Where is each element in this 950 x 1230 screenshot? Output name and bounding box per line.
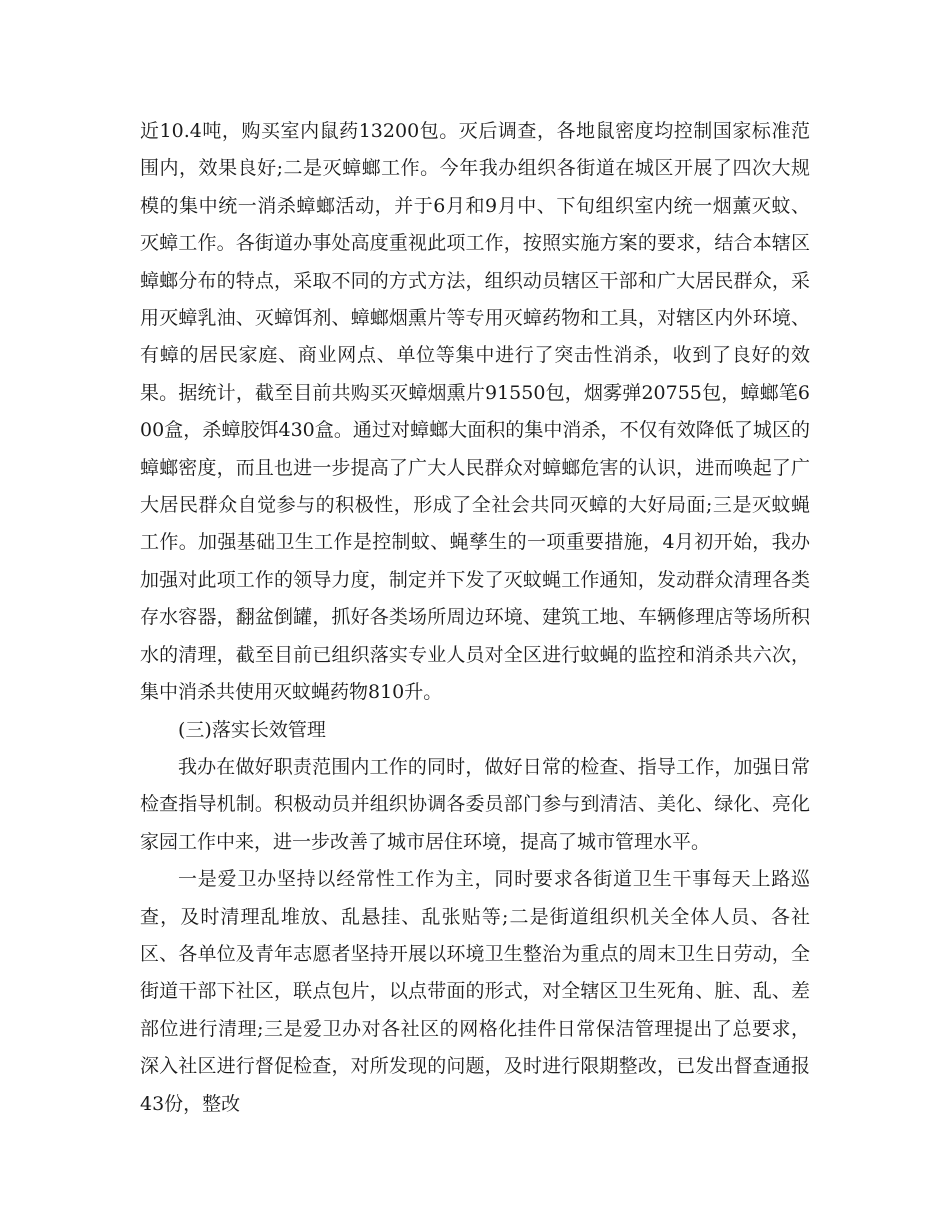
paragraph-daily-inspection: 我办在做好职责范围内工作的同时，做好日常的检查、指导工作，加强日常检查指导机制。积极动员并组织协调各委员部门参与到清洁、美化、绿化、亮化家园工作中来，进一步改善了城市居住环境，提高了城市管理水平。	[140, 755, 810, 853]
section-heading: (三)落实长效管理	[178, 718, 326, 741]
document-body	[140, 113, 810, 1123]
paragraph-measures: 一是爱卫办坚持以经常性工作为主，同时要求各街道卫生干事每天上路巡查，及时清理乱堆放、乱悬挂、乱张贴等;二是街道组织机关全体人员、各社区、各单位及青年志愿者坚持开展以环境卫生整治为重点的周末卫生日劳动，全街道干部下社区，联点包片，以点带面的形式，对全辖区卫生死角、脏、乱、差部位进行清理;三是爱卫办对各社区的网格化挂件日常保洁管理提出了总要求，深入社区进行督促检查，对所发现的问题，及时进行限期整改，已发出督查通报43份，整改	[140, 868, 810, 1115]
paragraph-pest-control: 近10.4吨，购买室内鼠药13200包。灭后调查，各地鼠密度均控制国家标准范围内，效果良好;二是灭蟑螂工作。今年我办组织各街道在城区开展了四次大规模的集中统一消杀蟑螂活动，并于6月和9月中、下旬组织室内统一烟薰灭蚊、灭蟑工作。各街道办事处高度重视此项工作，按照实施方案的要求，结合本辖区蟑螂分布的特点，采取不同的方式方法，组织动员辖区干部和广大居民群众，采用灭蟑乳油、灭蟑饵剂、蟑螂烟熏片等专用灭蟑药物和工具，对辖区内外环境、有蟑的居民家庭、商业网点、单位等集中进行了突击性消杀，收到了良好的效果。据统计，截至目前共购买灭蟑烟熏片91550包，烟雾弹20755包，蟑螂笔600盒，杀蟑胶饵430盒。通过对蟑螂大面积的集中消杀，不仅有效降低了城区的蟑螂密度，而且也进一步提高了广大人民群众对蟑螂危害的认识，进而唤起了广大居民群众自觉参与的积极性，形成了全社会共同灭蟑的大好局面;三是灭蚊蝇工作。加强基础卫生工作是控制蚊、蝇孳生的一项重要措施，4月初开始，我办加强对此项工作的领导力度，制定并下发了灭蚊蝇工作通知，发动群众清理各类存水容器，翻盆倒罐，抓好各类场所周边环境、建筑工地、车辆修理店等场所积水的清理，截至目前已组织落实专业人员对全区进行蚊蝇的监控和消杀共六次，集中消杀共使用灭蚊蝇药物810升。	[140, 120, 810, 704]
